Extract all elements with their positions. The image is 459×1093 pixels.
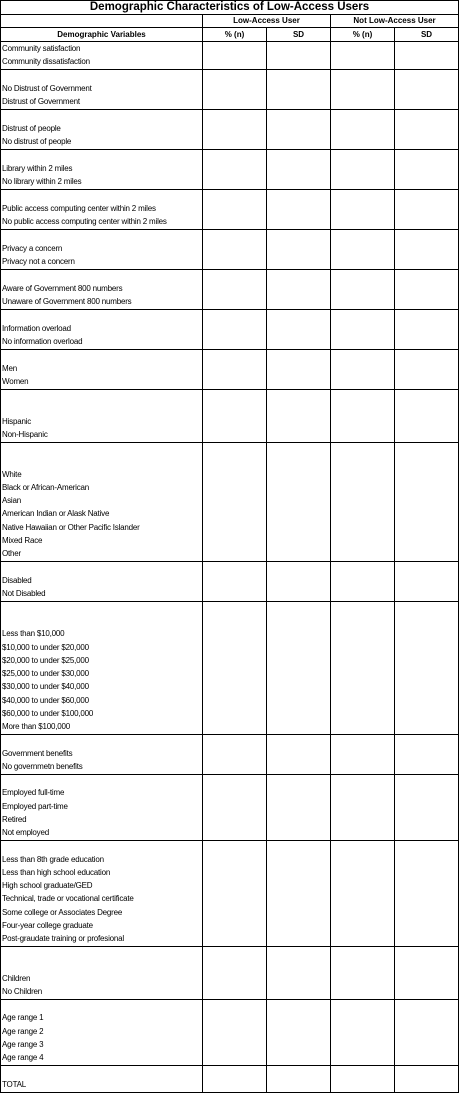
pct-n-cell [331,734,395,774]
variable-label: Aware of Government 800 numbers [2,284,123,293]
variable-label: Age range 3 [2,1040,44,1049]
variable-label: Less than $10,000 [2,629,65,639]
pct-n-cell [203,309,267,349]
variable-cell [1,309,203,349]
variable-label: Age range 1 [2,1013,44,1023]
pct-n-cell [203,269,267,309]
sd-cell [395,840,459,946]
pct-n-cell [331,442,395,561]
variables-header: Demographic Variables [1,28,203,42]
variable-label: No information overload [2,337,83,347]
variable-label: Employed part-time [2,801,68,811]
variable-cell [1,1065,203,1092]
variable-cell [1,561,203,601]
variable-label: More than $100,000 [2,722,71,732]
pct-n-cell [331,349,395,389]
sd-cell [267,840,331,946]
variable-cell [1,734,203,774]
pct-n-cell [203,1065,267,1092]
variable-label: Non-Hispanic [2,430,48,440]
variable-label: Distrust of Government [2,97,80,107]
sd-cell [267,229,331,269]
col-header-pct-n: % (n) [331,28,395,42]
sd-cell [395,42,459,70]
table-row [1,840,459,946]
sd-cell [395,109,459,149]
pct-n-cell [331,269,395,309]
variable-label: Hispanic [2,417,32,426]
variable-cell [1,149,203,189]
variable-label: White [2,469,22,479]
variable-label: No public access computing center within 2 miles [2,217,167,227]
pct-n-cell [203,109,267,149]
sd-cell [267,946,331,999]
variable-label: Age range 2 [2,1026,44,1036]
variable-label: Other [2,549,22,559]
variable-label: $10,000 to under $20,000 [2,642,89,652]
sd-cell [395,946,459,999]
sd-cell [395,229,459,269]
table-row [1,601,459,734]
variable-label: Less than high school education [2,867,111,877]
variable-cell [1,840,203,946]
variable-label: Men [2,364,17,373]
pct-n-cell [331,109,395,149]
variable-label: Native Hawaiian or Other Pacific Islander [2,522,140,532]
sd-cell [395,149,459,189]
pct-n-cell [203,442,267,561]
pct-n-cell [331,561,395,601]
sd-cell [395,269,459,309]
table-row [1,946,459,999]
table-title: Demographic Characteristics of Low-Access Users [1,1,459,15]
pct-n-cell [331,229,395,269]
variable-label: Library within 2 miles [2,164,73,173]
variable-label: Privacy not a concern [2,257,75,267]
pct-n-cell [203,734,267,774]
table-row [1,149,459,189]
table-row [1,442,459,561]
sd-cell [395,999,459,1065]
variable-label: $60,000 to under $100,000 [2,709,94,718]
variable-label: Four-year college graduate [2,921,93,930]
variable-label: Community satisfaction [2,44,81,53]
pct-n-cell [331,601,395,734]
variable-label: Not employed [2,828,49,838]
table-row [1,774,459,840]
sd-cell [267,149,331,189]
table-row [1,189,459,229]
sd-cell [267,999,331,1065]
sd-cell [395,601,459,734]
sd-cell [267,442,331,561]
variable-cell [1,946,203,999]
sd-cell [395,69,459,109]
variable-label: Not Disabled [2,589,46,599]
variable-label: Women [2,377,29,387]
table-row [1,42,459,70]
pct-n-cell [331,774,395,840]
sd-cell [267,269,331,309]
group-header-not-low-access: Not Low-Access User [331,15,459,28]
pct-n-cell [203,149,267,189]
sd-cell [267,109,331,149]
table-row [1,309,459,349]
variable-label: Public access computing center within 2 miles [2,204,156,213]
variable-label: High school graduate/GED [2,881,93,891]
variable-label: Employed full-time [2,788,65,798]
variable-label: Information overload [2,324,71,333]
pct-n-cell [203,189,267,229]
pct-n-cell [331,69,395,109]
variable-label: Mixed Race [2,536,43,545]
pct-n-cell [203,946,267,999]
sd-cell [267,774,331,840]
variable-label: No Distrust of Government [2,84,92,93]
pct-n-cell [203,349,267,389]
variable-label: Unaware of Government 800 numbers [2,297,132,307]
table-row [1,1065,459,1092]
variable-cell [1,189,203,229]
pct-n-cell [331,840,395,946]
sd-cell [395,561,459,601]
sd-cell [267,42,331,70]
pct-n-cell [331,189,395,229]
sd-cell [395,309,459,349]
variable-cell [1,389,203,442]
table-row [1,389,459,442]
variable-label: $25,000 to under $30,000 [2,669,89,679]
variable-label: Age range 4 [2,1053,44,1063]
table-row [1,69,459,109]
variable-label: No library within 2 miles [2,177,82,187]
variable-label: American Indian or Alask Native [2,509,110,519]
table-row [1,109,459,149]
col-header-pct-n: % (n) [203,28,267,42]
variable-label: Children [2,974,31,983]
blank-header-cell [1,15,203,28]
pct-n-cell [331,946,395,999]
sd-cell [395,442,459,561]
pct-n-cell [203,601,267,734]
variable-label: $40,000 to under $60,000 [2,695,89,705]
variable-cell [1,69,203,109]
variable-label: Privacy a concern [2,244,63,253]
variable-label: Some college or Associates Degree [2,907,123,917]
pct-n-cell [331,149,395,189]
variable-label: $20,000 to under $25,000 [2,655,89,665]
table-row [1,269,459,309]
variable-label: Less than 8th grade education [2,854,104,864]
table-row [1,561,459,601]
sd-cell [267,189,331,229]
table-row [1,734,459,774]
pct-n-cell [203,42,267,70]
variable-label: Technical, trade or vocational certificate [2,894,134,904]
sd-cell [267,309,331,349]
col-header-sd: SD [395,28,459,42]
variable-label: No Children [2,987,43,997]
sd-cell [267,69,331,109]
variable-label: No governmetn benefits [2,762,83,772]
variable-cell [1,42,203,70]
variable-label: Community dissatisfaction [2,57,90,67]
table-row [1,229,459,269]
variable-label: Asian [2,496,22,506]
pct-n-cell [203,561,267,601]
variable-cell [1,109,203,149]
variable-cell [1,229,203,269]
sd-cell [267,601,331,734]
variable-cell [1,442,203,561]
pct-n-cell [203,999,267,1065]
sd-cell [267,389,331,442]
variable-label: TOTAL [2,1080,27,1090]
pct-n-cell [331,1065,395,1092]
sd-cell [395,389,459,442]
col-header-sd: SD [267,28,331,42]
variable-label: Government benefits [2,749,73,758]
variable-label: Disabled [2,576,32,585]
sd-cell [267,1065,331,1092]
variable-label: Black or African-American [2,482,90,492]
variable-cell [1,999,203,1065]
pct-n-cell [203,389,267,442]
table-row [1,999,459,1065]
pct-n-cell [331,389,395,442]
variable-label: $30,000 to under $40,000 [2,682,89,692]
sd-cell [395,349,459,389]
variable-cell [1,601,203,734]
variable-cell [1,349,203,389]
pct-n-cell [203,840,267,946]
sd-cell [395,189,459,229]
pct-n-cell [203,774,267,840]
variable-label: Retired [2,815,27,824]
table-row [1,349,459,389]
sd-cell [395,1065,459,1092]
group-header-low-access: Low-Access User [203,15,331,28]
sd-cell [395,734,459,774]
variable-cell [1,269,203,309]
sd-cell [267,734,331,774]
pct-n-cell [331,309,395,349]
table-body [1,42,459,1093]
variable-label: Distrust of people [2,124,61,133]
variable-label: Post-graudate training or profesional [2,934,125,944]
sd-cell [267,349,331,389]
sd-cell [267,561,331,601]
sd-cell [395,774,459,840]
pct-n-cell [331,999,395,1065]
variable-label: No distrust of people [2,137,72,147]
pct-n-cell [203,229,267,269]
variable-cell [1,774,203,840]
pct-n-cell [203,69,267,109]
pct-n-cell [331,42,395,70]
